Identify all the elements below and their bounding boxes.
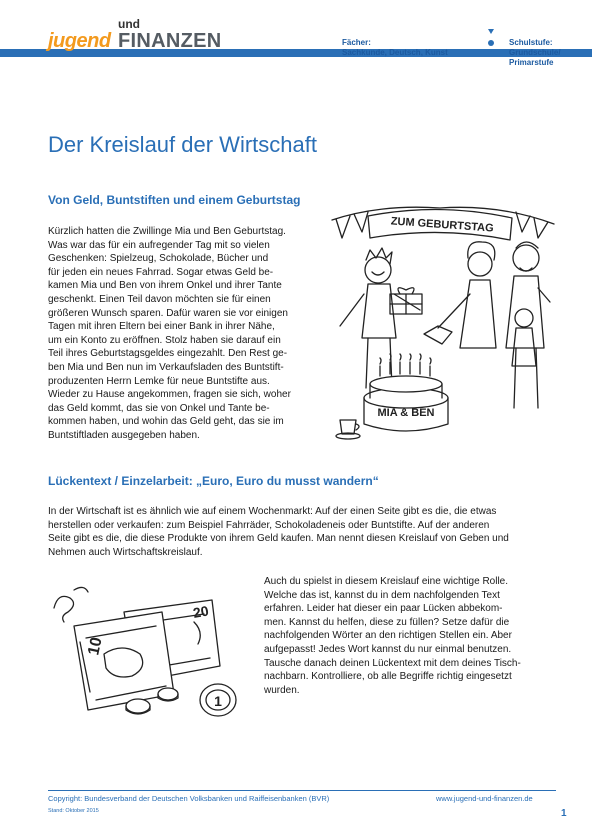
text-line: Buntstiftladen ausgegeben haben. <box>48 429 200 441</box>
story-paragraph <box>48 225 310 443</box>
cake-text: MIA & BEN <box>377 407 435 419</box>
logo-finanzen: FINANZEN <box>118 30 222 52</box>
money-illustration <box>44 582 244 722</box>
banknote-20-label: 20 <box>191 602 210 621</box>
schulstufe-value-2: Primarstufe <box>509 58 554 67</box>
banner-text: ZUM GEBURTSTAG <box>390 215 495 235</box>
text-line: produzenten Herrn Lemke für neue Buntstifte aus. <box>48 375 270 387</box>
section-heading-geburtstag: Von Geld, Buntstiften und einem Geburtstag <box>48 193 301 207</box>
text-line: In der Wirtschaft ist es ähnlich wie auf einem Wochenmarkt: Auf der einen Seite gibt es die, die etwas <box>48 506 497 517</box>
page-number: 1 <box>561 808 567 819</box>
text-line: aufgepasst! Jedes Wort kannst du nur einmal benutzen. <box>264 643 512 655</box>
text-line: geschenkt. Einen Teil davon möchten sie für einen <box>48 293 271 305</box>
text-line: ben Mia und Ben nun im Verkaufsladen des Buntstift- <box>48 361 284 373</box>
intro-paragraph <box>48 505 558 559</box>
schulstufe-label: Schulstufe: <box>509 38 553 47</box>
book-icon <box>326 33 338 49</box>
coin-1-label: 1 <box>214 693 222 709</box>
footer-date: Stand: Oktober 2015 <box>48 808 99 814</box>
section-heading-lueckentext: Lückentext / Einzelarbeit: „Euro, Euro du musst wandern“ <box>48 474 379 488</box>
school-level-icon <box>487 28 495 58</box>
page-header <box>0 0 592 80</box>
text-line: Tagen mit ihren Eltern bei einer Bank in ihrer Nähe, <box>48 321 275 333</box>
text-line: Teil ihres Geburtstagsgeldes eingezahlt. Den Rest ge- <box>48 348 288 360</box>
text-line: für jeden ein neues Fahrrad. Sogar etwas Geld be- <box>48 266 274 278</box>
faecher-label: Fächer: <box>342 38 371 47</box>
text-line: Auch du spielst in diesem Kreislauf eine wichtige Rolle. <box>264 576 509 587</box>
logo-jugend: jugend <box>48 30 111 52</box>
text-line: Seite gibt es die, die diese Produkte von ihrem Geld kaufen. Man nennt diesen Kreislauf von Geben und <box>48 533 509 545</box>
text-line: kommen haben, und wohin das Geld geht, das sie im <box>48 416 284 428</box>
text-line: nachfolgenden Wörter an den richtigen Stellen ein. Aber <box>264 630 512 642</box>
text-line: Geschenken: Spielzeug, Schokolade, Bücher und <box>48 253 269 265</box>
text-line: Tausche danach deinen Lückentext mit dem deines Tisch- <box>264 657 521 669</box>
text-line: Wieder zu Hause angekommen, fragen sie sich, woher <box>48 389 291 401</box>
banknote-10-label: 10 <box>85 635 106 657</box>
text-line: erfahren. Leider hat dieser ein paar Lücken abbekom- <box>264 603 503 615</box>
faecher-info <box>342 38 448 58</box>
text-line: Nehmen auch Wirtschaftskreislauf. <box>48 546 203 558</box>
schulstufe-info <box>509 38 561 68</box>
faecher-value: Sachkunde, Deutsch, Kunst <box>342 48 448 57</box>
schulstufe-value-1: Grundschule/ <box>509 48 561 57</box>
footer-website-link[interactable]: www.jugend-und-finanzen.de <box>436 794 533 803</box>
footer-divider <box>48 790 556 791</box>
page-title: Der Kreislauf der Wirtschaft <box>48 132 317 157</box>
text-line: Kürzlich hatten die Zwillinge Mia und Ben Geburtstag. <box>48 226 286 237</box>
text-line: kamen Mia und Ben von ihrem Onkel und ihrer Tante <box>48 280 282 292</box>
text-line: men. Kannst du helfen, diese zu füllen? Setze dafür die <box>264 616 510 628</box>
footer-copyright: Copyright: Bundesverband der Deutschen Volksbanken und Raiffeisenbanken (BVR) <box>48 794 330 803</box>
birthday-party-illustration <box>320 198 560 448</box>
task-paragraph <box>264 575 539 697</box>
text-line: nachbarn. Kontrolliere, ob alle Begriffe richtig eingesetzt <box>264 671 512 683</box>
logo-und: und <box>118 17 140 31</box>
text-line: Was war das für ein aufregender Tag mit so vielen <box>48 239 270 251</box>
text-line: wurden. <box>264 684 300 696</box>
text-line: größeren Wunsch sparen. Dafür waren sie vor einigen <box>48 307 288 319</box>
text-line: das Geld kommt, das sie von Onkel und Tante be- <box>48 402 270 414</box>
text-line: Welche das ist, kannst du in dem nachfolgenden Text <box>264 589 500 601</box>
text-line: herstellen oder verkaufen: zum Beispiel Fahrräder, Schokoladeneis oder Buntstifte. Auf der anderen <box>48 519 490 531</box>
text-line: um ein Konto zu eröffnen. Stolz haben sie darauf ein <box>48 334 281 346</box>
